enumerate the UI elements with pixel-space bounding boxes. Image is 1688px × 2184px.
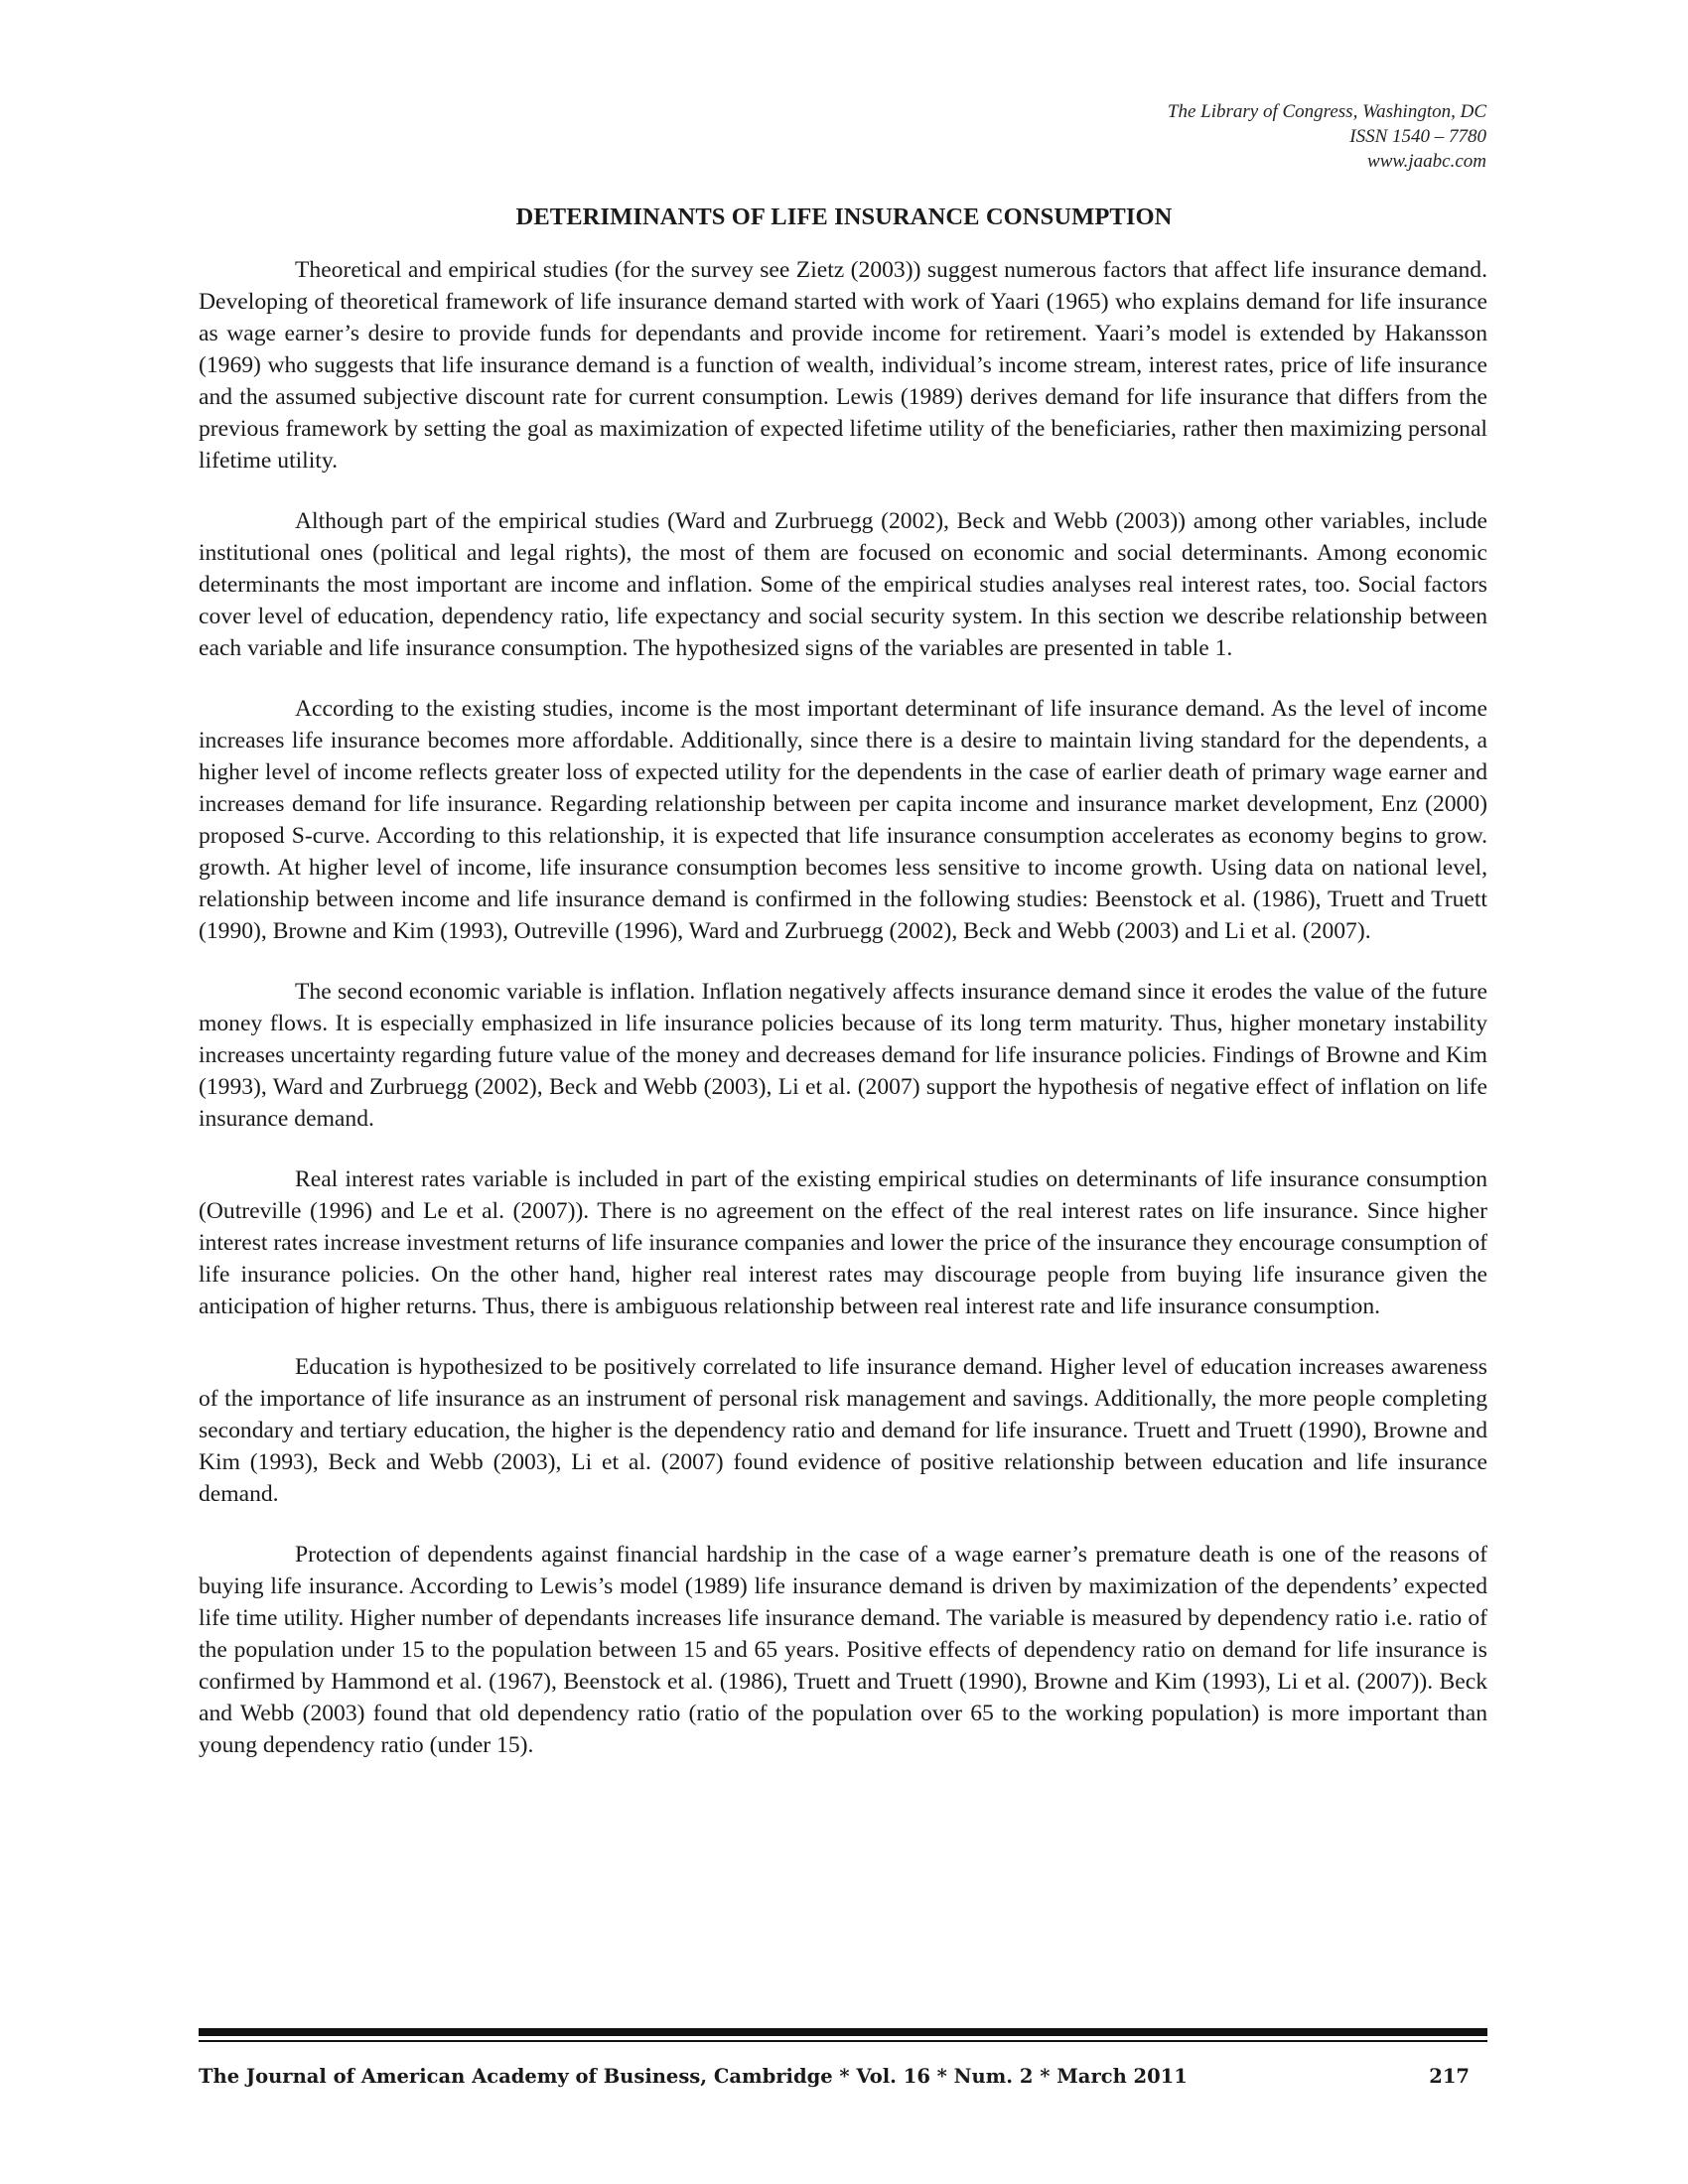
page-number: 217 bbox=[1429, 2065, 1470, 2088]
masthead-publisher: The Library of Congress, Washington, DC bbox=[1167, 101, 1486, 122]
paragraph-inflation: The second economic variable is inflation. Inflation negatively affects insurance demand since it erodes the value of the future money flows. It is especially emphasized in life insurance policies because of its long term maturity. Thus, higher monetary instability increases uncertainty regarding future value of the money and decreases demand for life insurance policies. Findings of Browne and Kim (1993), Ward and Zurbruegg (2002), Beck and Webb (2003), Li et al. (2007) support the hypothesis of negative effect of inflation on life insurance demand. bbox=[199, 979, 1487, 1132]
paragraph-dependency-ratio: Protection of dependents against financial hardship in the case of a wage earner’s premature death is one of the reasons of buying life insurance. According to Lewis’s model (1989) life insurance demand is driven by maximization of the dependents’ expected life time utility. Higher number of dependants increases life insurance demand. The variable is measured by dependency ratio i.e. ratio of the population under 15 to the population between 15 and 65 years. Positive effects of dependency ratio on demand for life insurance is confirmed by Hammond et al. (1967), Beenstock et al. (1986), Truett and Truett (1990), Browne and Kim (1993), Li et al. (2007)). Beck and Webb (2003) found that old dependency ratio (ratio of the population over 65 to the working population) is more important than young dependency ratio (under 15). bbox=[199, 1542, 1487, 1758]
masthead bbox=[1168, 99, 1486, 174]
footer-rule-thin bbox=[199, 2040, 1487, 2042]
masthead-website: www.jaabc.com bbox=[1367, 151, 1486, 172]
paragraph-empirical-determinants: Although part of the empirical studies (Ward and Zurbruegg (2002), Beck and Webb (2003)) among other variables, include institutional ones (political and legal rights), the most of them are focused on economic and social determinants. Among economic determinants the most important are income and inflation. Some of the empirical studies analyses real interest rates, too. Social factors cover level of education, dependency ratio, life expectancy and social security system. In this section we describe relationship between each variable and life insurance consumption. The hypothesized signs of the variables are presented in table 1. bbox=[199, 508, 1487, 661]
paragraph-real-interest-rates: Real interest rates variable is included in part of the existing empirical studies on determinants of life insurance consumption (Outreville (1996) and Le et al. (2007)). There is no agreement on the effect of the real interest rates on life insurance. Since higher interest rates increase investment returns of life insurance companies and lower the price of the insurance they encourage consumption of life insurance policies. On the other hand, higher real interest rates may discourage people from buying life insurance given the anticipation of higher returns. Thus, there is ambiguous relationship between real interest rate and life insurance consumption. bbox=[199, 1166, 1487, 1319]
section-title: DETERIMINANTS OF LIFE INSURANCE CONSUMPTION bbox=[515, 204, 1173, 230]
footer-journal-citation: The Journal of American Academy of Business, Cambridge * Vol. 16 * Num. 2 * March 2011 bbox=[199, 2065, 1188, 2088]
paragraph-theory: Theoretical and empirical studies (for the survey see Zietz (2003)) suggest numerous factors that affect life insurance demand. Developing of theoretical framework of life insurance demand started with work of Yaari (1965) who explains demand for life insurance as wage earner’s desire to provide funds for dependants and provide income for retirement. Yaari’s model is extended by Hakansson (1969) who suggests that life insurance demand is a function of wealth, individual’s income stream, interest rates, price of life insurance and the assumed subjective discount rate for current consumption. Lewis (1989) derives demand for life insurance that differs from the previous framework by setting the goal as maximization of expected lifetime utility of the beneficiaries, rather then maximizing personal lifetime utility. bbox=[199, 257, 1487, 474]
paragraph-income: According to the existing studies, income is the most important determinant of life insurance demand. As the level of income increases life insurance becomes more affordable. Additionally, since there is a desire to maintain living standard for the dependents, a higher level of income reflects greater loss of expected utility for the dependents in the case of earlier death of primary wage earner and increases demand for life insurance. Regarding relationship between per capita income and insurance market development, Enz (2000) proposed S-curve. According to this relationship, it is expected that life insurance consumption accelerates as economy begins to grow. growth. At higher level of income, life insurance consumption becomes less sensitive to income growth. Using data on national level, relationship between income and life insurance demand is confirmed in the following studies: Beenstock et al. (1986), Truett and Truett (1990), Browne and Kim (1993), Outreville (1996), Ward and Zurbruegg (2002), Beck and Webb (2003) and Li et al. (2007). bbox=[199, 696, 1487, 944]
body-text bbox=[199, 254, 1487, 1790]
paragraph-education: Education is hypothesized to be positively correlated to life insurance demand. Higher level of education increases awareness of the importance of life insurance as an instrument of personal risk management and savings. Additionally, the more people completing secondary and tertiary education, the higher is the dependency ratio and demand for life insurance. Truett and Truett (1990), Browne and Kim (1993), Beck and Webb (2003), Li et al. (2007) found evidence of positive relationship between education and life insurance demand. bbox=[199, 1354, 1487, 1507]
masthead-issn: ISSN 1540 – 7780 bbox=[1349, 126, 1486, 147]
footer-rule-thick bbox=[199, 2028, 1487, 2036]
